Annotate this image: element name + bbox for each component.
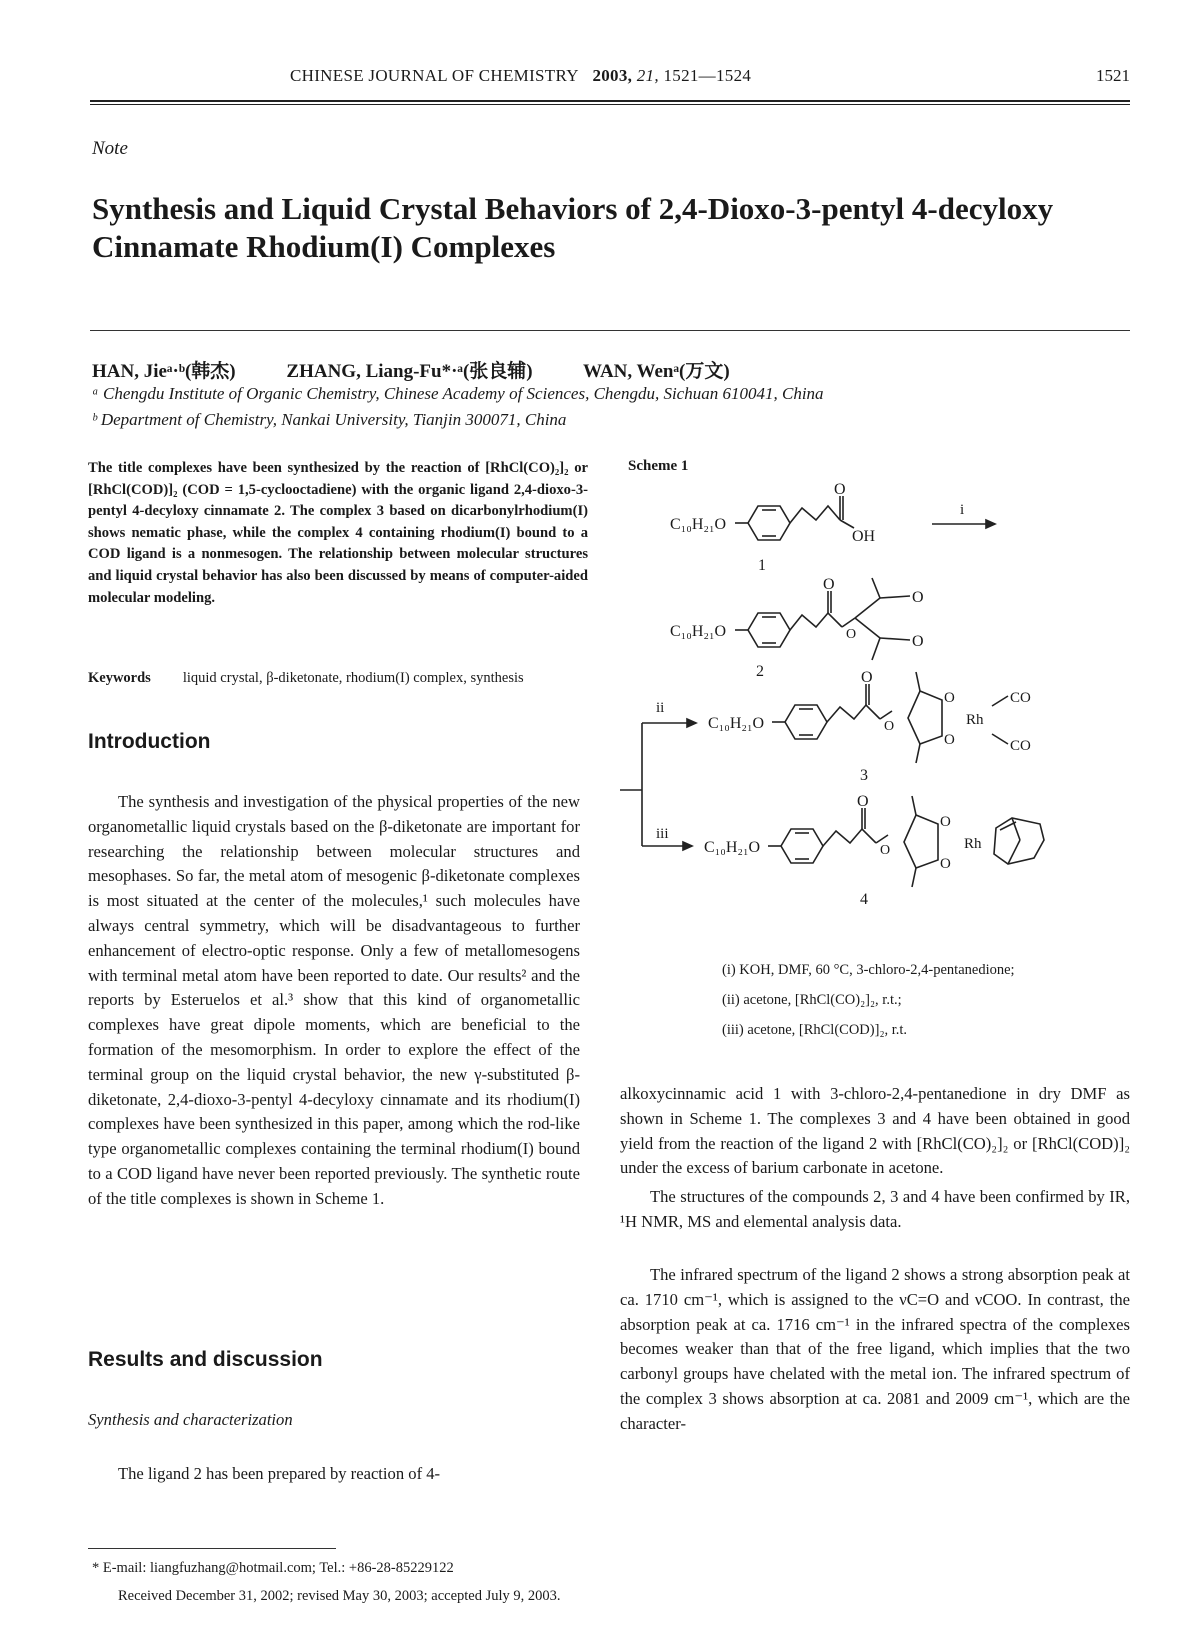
oxygen-label: O <box>861 669 873 686</box>
synthesis-subheading: Synthesis and characterization <box>88 1410 293 1429</box>
scheme-condition: (iii) acetone, [RhCl(COD)]₂, r.t. <box>722 1022 908 1038</box>
carbonyl-label: CO <box>1010 690 1031 706</box>
oxygen-label: O <box>857 793 869 810</box>
compound-number: 2 <box>756 663 764 680</box>
journal-citation <box>290 66 751 86</box>
rhodium-label: Rh <box>964 836 982 852</box>
synthesis-text-left: The ligand 2 has been prepared by reaction of 4- <box>118 1464 441 1483</box>
chain-label: C₁₀H₂₁O <box>708 715 765 732</box>
scheme-condition: (ii) acetone, [RhCl(CO)₂]₂, r.t.; <box>722 992 902 1008</box>
page-number: 1521 <box>1096 66 1130 85</box>
scheme-condition: (i) KOH, DMF, 60 °C, 3-chloro-2,4-pentanedione; <box>722 962 1015 978</box>
oxygen-label: O <box>846 627 857 642</box>
received-footnote: Received December 31, 2002; revised May 30, 2003; accepted July 9, 2003. <box>118 1588 561 1604</box>
oxygen-label: O <box>884 719 895 734</box>
journal-year: 2003, <box>592 66 633 85</box>
keywords-text: liquid crystal, β-diketonate, rhodium(I) complex, synthesis <box>182 670 524 686</box>
article-title: Synthesis and Liquid Crystal Behaviors of 2,4-Dioxo-3-pentyl 4-decyloxy Cinnamate Rhodium(I) Complexes <box>92 191 1054 264</box>
oxygen-label: O <box>944 732 955 748</box>
running-header <box>90 62 1130 90</box>
journal-volume: 21, <box>636 66 659 85</box>
author: WAN, Wenᵃ(万文) <box>583 361 730 382</box>
affiliation: ᵃ Chengdu Institute of Organic Chemistry, Chinese Academy of Sciences, Chengdu, Sichuan 610041, China <box>92 384 824 403</box>
footnote-rule <box>88 1548 336 1549</box>
oxygen-label: O <box>912 589 924 606</box>
journal-pages: 1521—1524 <box>663 66 752 85</box>
keywords <box>88 668 588 689</box>
chain-label: C₁₀H₂₁O <box>670 516 727 533</box>
author: HAN, Jieᵃ·ᵇ(韩杰) <box>92 361 236 382</box>
oxygen-label: O <box>823 576 835 593</box>
abstract: The title complexes have been synthesized by the reaction of [RhCl(CO)₂]₂ or [RhCl(COD)]₂ (COD = 1,5-cyclooctadiene) with the organic ligand 2,4-dioxo-3-pentyl 4-decyloxy cinnamate 2. The complex 3 based on dicarbonylrhodium(I) shows nematic phase, while the complex 4 containing rhodium(I) bound to a COD ligand is a nonmesogen. The relationship between molecular structures and liquid crystal behavior has also been discussed by means of computer-aided molecular modeling. <box>88 460 588 606</box>
synthesis-text-right: alkoxycinnamic acid 1 with 3-chloro-2,4-pentanedione in dry DMF as shown in Scheme 1. The complexes 3 and 4 have been obtained in good yield from the reaction of the ligand 2 with [RhCl(CO)₂]₂ or [RhCl(COD)]₂ under the excess of barium carbonate in acetone. <box>620 1084 1130 1178</box>
introduction-text: The synthesis and investigation of the physical properties of the new organometallic liquid crystals based on the β-diketonate are important for researching the relationship between molecular structures and mesophases. So far, the metal atom of mesogenic β-diketonate complexes is most situated at the center of the molecules,¹ such molecules have always central symmetry, which will be disadvantageous to further enhancement of electro-optic response. Only a few of metallomesogens with terminal metal atom have been reported to date. Our results² and the reports by Esteruelos et al.³ show that this kind of organometallic complexes have great dipole moments, which are beneficial to the formation of the mesomorphism. In order to explore the effect of the terminal group on the liquid crystal behavior, the new γ-substituted β-diketonate, 2,4-dioxo-3-pentyl 4-decyloxy cinnamate and its rhodium(I) complexes have been synthesized in this paper, among which the rod-like type organometallic complexes containing the terminal rhodium(I) bound to a COD ligand have never been reported previously. The synthetic route of the title complexes is shown in Scheme 1. <box>88 792 580 1208</box>
step-label: i <box>960 502 965 518</box>
compound-number: 1 <box>758 557 766 574</box>
journal-name: CHINESE JOURNAL OF CHEMISTRY <box>290 66 579 85</box>
hydroxyl-label: OH <box>852 528 876 545</box>
chain-label: C₁₀H₂₁O <box>704 839 761 856</box>
header-rule <box>90 100 1130 102</box>
infrared-text: The infrared spectrum of the ligand 2 shows a strong absorption peak at ca. 1710 cm⁻¹, which is assigned to the νC=O and νCOO. In contrast, the absorption peak at ca. 1716 cm⁻¹ in the infrared spectra of the complexes becomes weaker than that of the free ligand, which implies that the two carbonyl groups have chelated with the metal ion. The infrared spectrum of the complex 3 shows absorption at ca. 2081 and 2009 cm⁻¹, which are the character- <box>620 1265 1130 1433</box>
title-rule <box>90 330 1130 331</box>
oxygen-label: O <box>944 690 955 706</box>
compound-number: 3 <box>860 767 868 784</box>
step-label: iii <box>656 826 669 842</box>
carbonyl-label: CO <box>1010 738 1031 754</box>
compound-number: 4 <box>860 891 868 908</box>
structure-confirmation-text: The structures of the compounds 2, 3 and 4 have been confirmed by IR, ¹H NMR, MS and elemental analysis data. <box>620 1187 1130 1231</box>
oxygen-label: O <box>940 856 951 872</box>
introduction-heading: Introduction <box>88 730 211 753</box>
contact-footnote: * E-mail: liangfuzhang@hotmail.com; Tel.: +86-28-85229122 <box>92 1560 454 1576</box>
header-rule-thin <box>90 104 1130 105</box>
chain-label: C₁₀H₂₁O <box>670 623 727 640</box>
author-list <box>92 356 1092 383</box>
oxygen-label: O <box>940 814 951 830</box>
oxygen-label: O <box>912 633 924 650</box>
section-label: Note <box>92 138 128 159</box>
rhodium-label: Rh <box>966 712 984 728</box>
reaction-scheme <box>620 478 1140 948</box>
author: ZHANG, Liang-Fu*·ᵃ(张良辅) <box>286 361 533 382</box>
oxygen-label: O <box>880 843 891 858</box>
scheme-label: Scheme 1 <box>628 458 689 474</box>
oxygen-label: O <box>834 481 846 498</box>
step-label: ii <box>656 700 665 716</box>
affiliation: ᵇ Department of Chemistry, Nankai University, Tianjin 300071, China <box>92 410 567 429</box>
keywords-label: Keywords <box>88 670 151 686</box>
results-heading: Results and discussion <box>88 1348 323 1371</box>
